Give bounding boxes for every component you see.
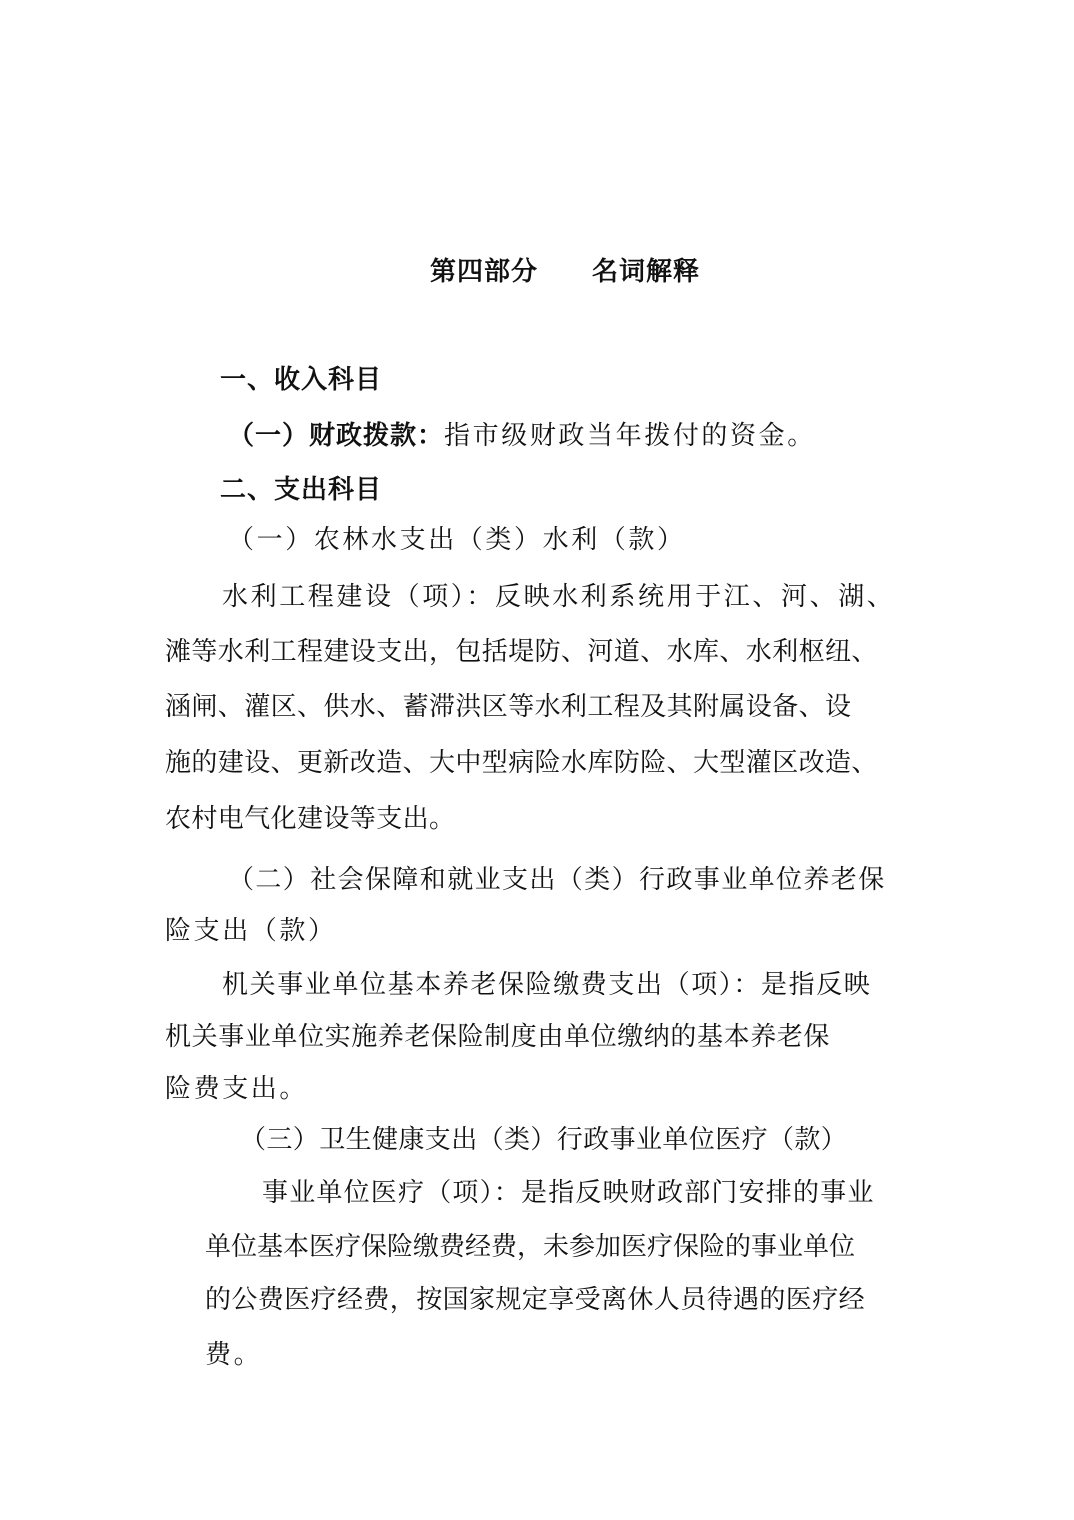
paragraph-line: 滩等水利工程建设支出，包括堤防、河道、水库、水利枢纽、 xyxy=(165,637,878,667)
paragraph-line: 机关事业单位实施养老保险制度由单位缴纳的基本养老保 xyxy=(165,1022,831,1052)
term-label: （一）财政拨款： xyxy=(228,421,445,451)
term-definition: 指市级财政当年拨付的资金。 xyxy=(444,421,816,451)
subsection-heading: （二）社会保障和就业支出（类）行政事业单位养老保 xyxy=(228,865,886,895)
paragraph-line: 机关事业单位基本养老保险缴费支出（项）：是指反映 xyxy=(222,970,872,1000)
section-heading-income: 一、收入科目 xyxy=(220,365,383,395)
subsection-heading: （一）农林水支出（类）水利（款） xyxy=(228,525,686,555)
paragraph-line: 单位基本医疗保险缴费经费，未参加医疗保险的事业单位 xyxy=(205,1232,856,1262)
subsection-heading: （三）卫生健康支出（类）行政事业单位医疗（款） xyxy=(240,1125,848,1155)
paragraph-line: 农村电气化建设等支出。 xyxy=(165,804,456,834)
paragraph-line: 的公费医疗经费，按国家规定享受离休人员待遇的医疗经 xyxy=(205,1285,866,1315)
paragraph-line: 水利工程建设（项）：反映水利系统用于江、河、湖、 xyxy=(222,582,896,612)
paragraph-line: 费。 xyxy=(205,1340,263,1370)
paragraph-line: 施的建设、更新改造、大中型病险水库防险、大型灌区改造、 xyxy=(165,748,878,778)
page-title: 第四部分 名词解释 xyxy=(430,257,701,287)
income-item-fiscal-appropriation xyxy=(228,420,816,452)
paragraph-line: 涵闸、灌区、供水、蓄滞洪区等水利工程及其附属设备、设 xyxy=(165,692,852,722)
paragraph-line: 险费支出。 xyxy=(165,1074,309,1104)
section-heading-expenditure: 二、支出科目 xyxy=(220,475,383,505)
paragraph-line: 事业单位医疗（项）：是指反映财政部门安排的事业 xyxy=(262,1178,875,1208)
subsection-heading: 险支出（款） xyxy=(165,916,337,946)
